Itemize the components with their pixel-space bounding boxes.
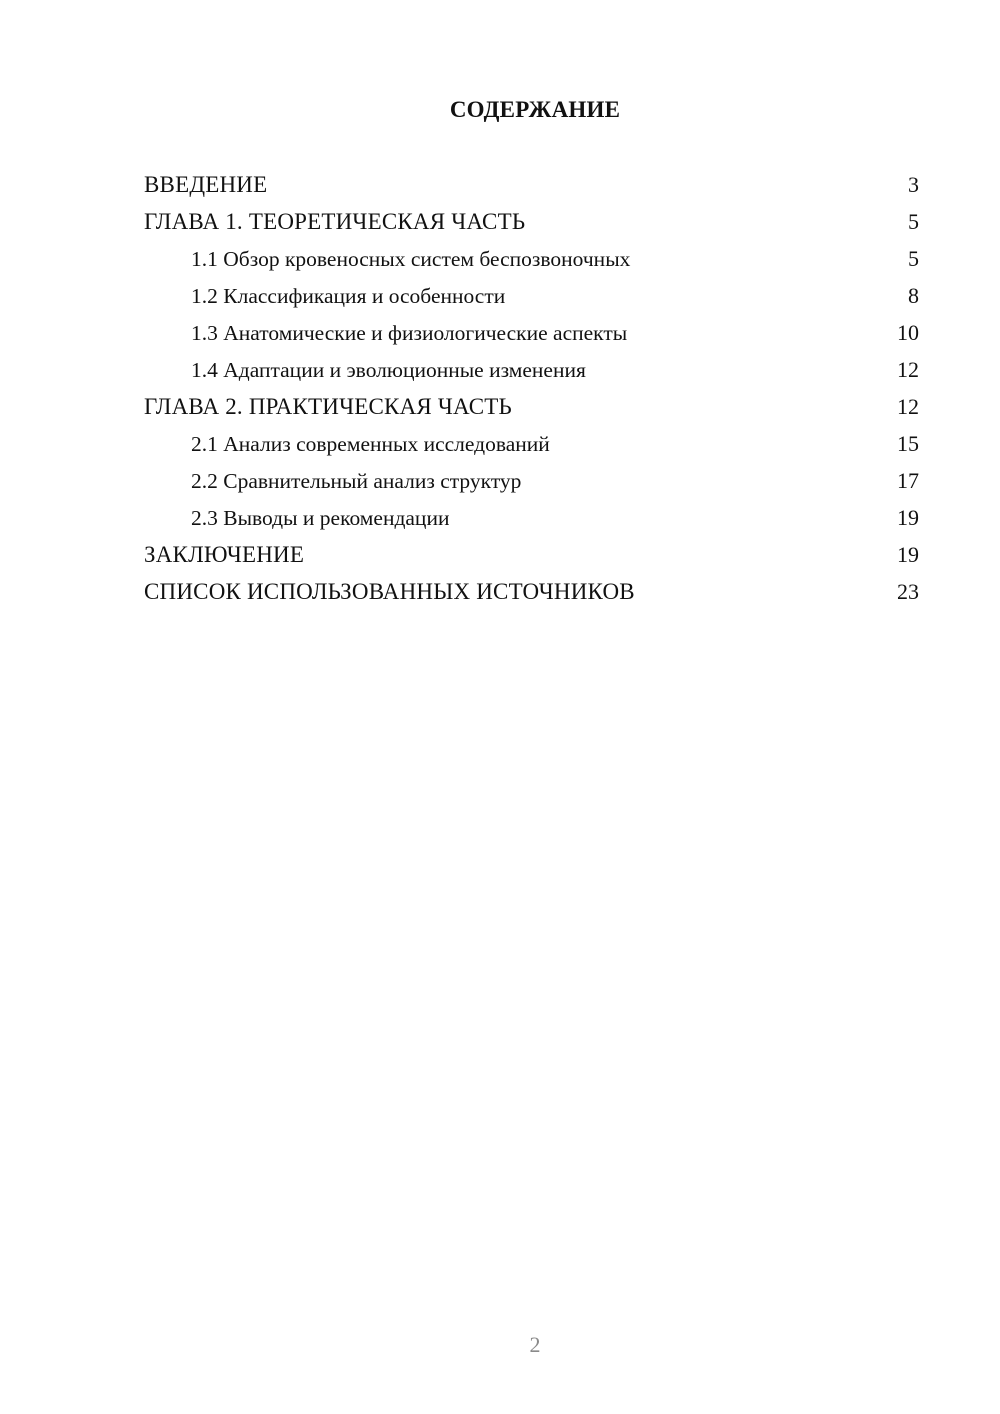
toc-entry-page: 15 <box>897 431 919 456</box>
toc-entry-page: 3 <box>908 172 919 197</box>
toc-entry-chapter-2[interactable] <box>144 388 919 425</box>
toc-entry-references[interactable] <box>144 573 919 610</box>
toc-entry-title: 1.1 Обзор кровеносных систем беспозвоночных <box>191 247 631 271</box>
toc-entry-introduction[interactable] <box>144 166 919 203</box>
toc-entry-title: 2.3 Выводы и рекомендации <box>191 506 450 530</box>
toc-entry-section-1-4[interactable] <box>144 351 919 388</box>
table-of-contents <box>144 166 919 610</box>
toc-entry-title: 2.2 Сравнительный анализ структур <box>191 469 522 493</box>
toc-entry-title: ЗАКЛЮЧЕНИЕ <box>144 542 305 567</box>
toc-entry-page: 12 <box>897 357 919 382</box>
toc-entry-page: 19 <box>897 505 919 530</box>
toc-entry-page: 5 <box>908 209 919 234</box>
toc-entry-title: 1.4 Адаптации и эволюционные изменения <box>191 358 586 382</box>
toc-entry-chapter-1[interactable] <box>144 203 919 240</box>
toc-entry-title: ГЛАВА 1. ТЕОРЕТИЧЕСКАЯ ЧАСТЬ <box>144 209 526 234</box>
toc-entry-section-2-2[interactable] <box>144 462 919 499</box>
toc-entry-section-1-1[interactable] <box>144 240 919 277</box>
toc-entry-section-2-3[interactable] <box>144 499 919 536</box>
toc-entry-conclusion[interactable] <box>144 536 919 573</box>
toc-entry-title: 1.2 Классификация и особенности <box>191 284 506 308</box>
toc-entry-title: СПИСОК ИСПОЛЬЗОВАННЫХ ИСТОЧНИКОВ <box>144 579 635 604</box>
toc-entry-title: ГЛАВА 2. ПРАКТИЧЕСКАЯ ЧАСТЬ <box>144 394 512 419</box>
toc-heading: СОДЕРЖАНИЕ <box>449 97 621 122</box>
toc-entry-page: 8 <box>908 283 919 308</box>
page-number: 2 <box>529 1332 541 1357</box>
toc-entry-section-2-1[interactable] <box>144 425 919 462</box>
toc-entry-page: 12 <box>897 394 919 419</box>
toc-entry-page: 17 <box>897 468 919 493</box>
toc-entry-title: 2.1 Анализ современных исследований <box>191 432 550 456</box>
toc-entry-title: ВВЕДЕНИЕ <box>144 172 268 197</box>
toc-entry-page: 10 <box>897 320 919 345</box>
toc-entry-page: 19 <box>897 542 919 567</box>
toc-entry-page: 23 <box>897 579 919 604</box>
toc-entry-title: 1.3 Анатомические и физиологические аспекты <box>191 321 628 345</box>
toc-entry-section-1-2[interactable] <box>144 277 919 314</box>
toc-entry-page: 5 <box>908 246 919 271</box>
toc-entry-section-1-3[interactable] <box>144 314 919 351</box>
